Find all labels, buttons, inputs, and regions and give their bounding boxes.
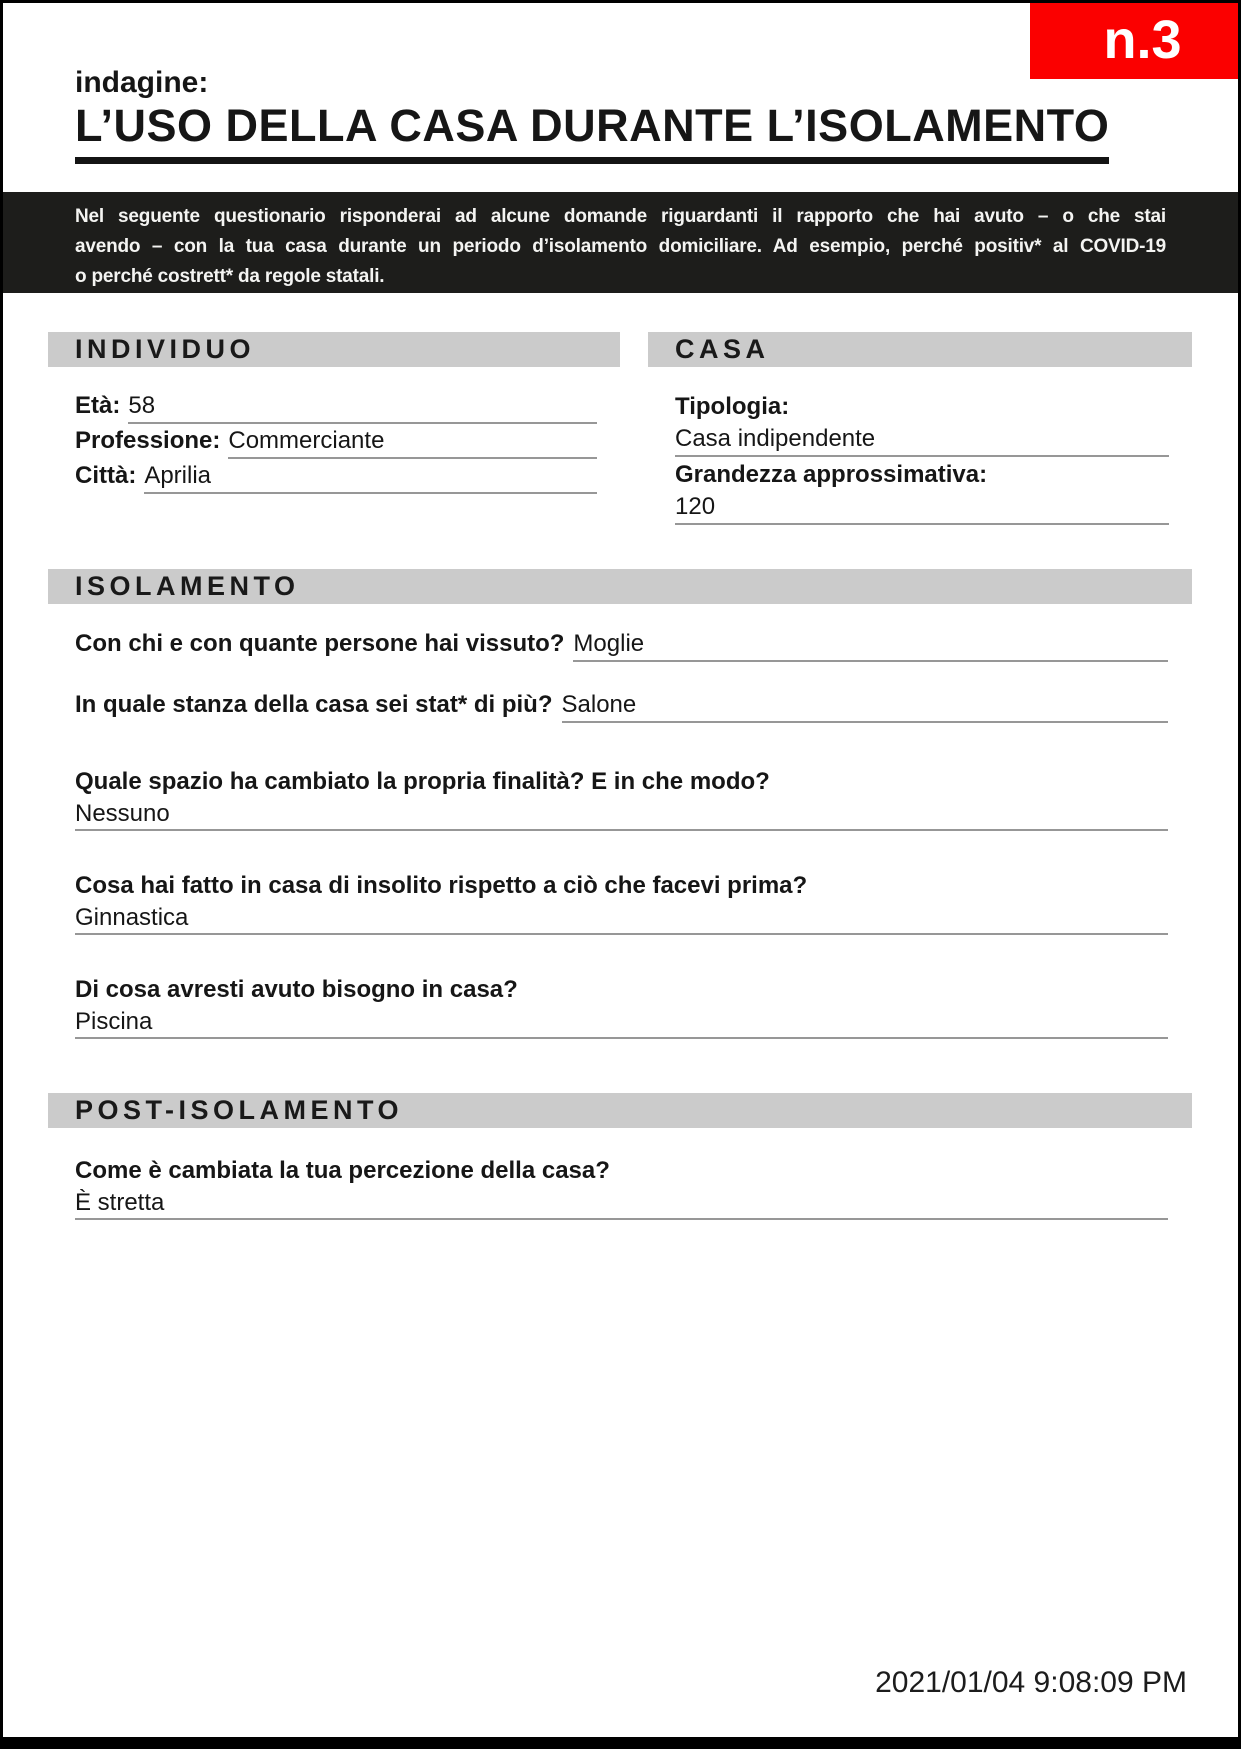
question-label-insolito: Cosa hai fatto in casa di insolito rispetto a ciò che facevi prima? bbox=[75, 872, 808, 899]
section-isolamento bbox=[48, 569, 1192, 1039]
field-value-eta: 58 bbox=[128, 390, 597, 424]
field-value-citta: Aprilia bbox=[144, 460, 597, 494]
field-row-eta bbox=[75, 390, 597, 424]
section-casa bbox=[648, 332, 1192, 526]
question-row-percezione bbox=[75, 1154, 1168, 1220]
question-row-stanza bbox=[75, 689, 1168, 723]
section-title-isolamento: ISOLAMENTO bbox=[48, 569, 1192, 604]
intro-line-2: avendo – con la tua casa durante un periodo d’isolamento domiciliare. Ad esempio, perché positiv* al COVID-19 bbox=[75, 236, 1166, 257]
field-label-tipologia: Tipologia: bbox=[675, 393, 790, 420]
profile-columns bbox=[48, 332, 1192, 526]
question-label-vissuto: Con chi e con quante persone hai vissuto? bbox=[75, 630, 565, 657]
post-isolamento-questions bbox=[48, 1154, 1192, 1220]
field-value-grandezza: 120 bbox=[675, 491, 1169, 525]
section-title-individuo: INDIVIDUO bbox=[48, 332, 620, 367]
field-value-tipologia: Casa indipendente bbox=[675, 423, 1169, 457]
field-value-professione: Commerciante bbox=[228, 425, 597, 459]
field-label-citta: Città: bbox=[75, 462, 137, 489]
issue-badge-label: n.3 bbox=[1103, 9, 1182, 70]
section-post-isolamento bbox=[48, 1093, 1192, 1220]
question-row-bisogno bbox=[75, 973, 1168, 1039]
question-row-spazio bbox=[75, 765, 1168, 831]
section-title-casa: CASA bbox=[648, 332, 1192, 367]
footer-timestamp: 2021/01/04 9:08:09 PM bbox=[875, 1666, 1187, 1699]
page-header bbox=[75, 65, 1188, 164]
answer-bisogno: Piscina bbox=[75, 1007, 1168, 1039]
isolamento-questions bbox=[48, 628, 1192, 1039]
answer-insolito: Ginnastica bbox=[75, 903, 1168, 935]
field-label-professione: Professione: bbox=[75, 427, 221, 454]
field-row-professione bbox=[75, 425, 597, 459]
field-label-eta: Età: bbox=[75, 392, 121, 419]
question-label-stanza: In quale stanza della casa sei stat* di più? bbox=[75, 691, 553, 718]
casa-fields bbox=[648, 390, 1192, 525]
issue-badge bbox=[1030, 0, 1241, 79]
section-title-post-isolamento: POST-ISOLAMENTO bbox=[48, 1093, 1192, 1128]
question-row-insolito bbox=[75, 869, 1168, 935]
survey-kicker: indagine: bbox=[75, 66, 209, 99]
intro-line-3: o perché costrett* da regole statali. bbox=[75, 266, 385, 287]
question-label-bisogno: Di cosa avresti avuto bisogno in casa? bbox=[75, 976, 518, 1003]
question-label-spazio: Quale spazio ha cambiato la propria finalità? E in che modo? bbox=[75, 768, 770, 795]
answer-vissuto: Moglie bbox=[573, 628, 1168, 662]
intro-line-1: Nel seguente questionario risponderai ad alcune domande riguardanti il rapporto che hai avuto – o che stai bbox=[75, 206, 1166, 227]
question-label-percezione: Come è cambiata la tua percezione della casa? bbox=[75, 1157, 610, 1184]
field-row-citta bbox=[75, 460, 597, 494]
field-label-grandezza: Grandezza approssimativa: bbox=[675, 461, 988, 488]
answer-spazio: Nessuno bbox=[75, 799, 1168, 831]
intro-banner bbox=[3, 192, 1238, 293]
answer-percezione: È stretta bbox=[75, 1188, 1168, 1220]
individuo-fields bbox=[48, 390, 620, 494]
answer-stanza: Salone bbox=[562, 689, 1169, 723]
question-row-vissuto bbox=[75, 628, 1168, 662]
page-title: L’USO DELLA CASA DURANTE L’ISOLAMENTO bbox=[75, 101, 1109, 164]
section-individuo bbox=[48, 332, 620, 526]
